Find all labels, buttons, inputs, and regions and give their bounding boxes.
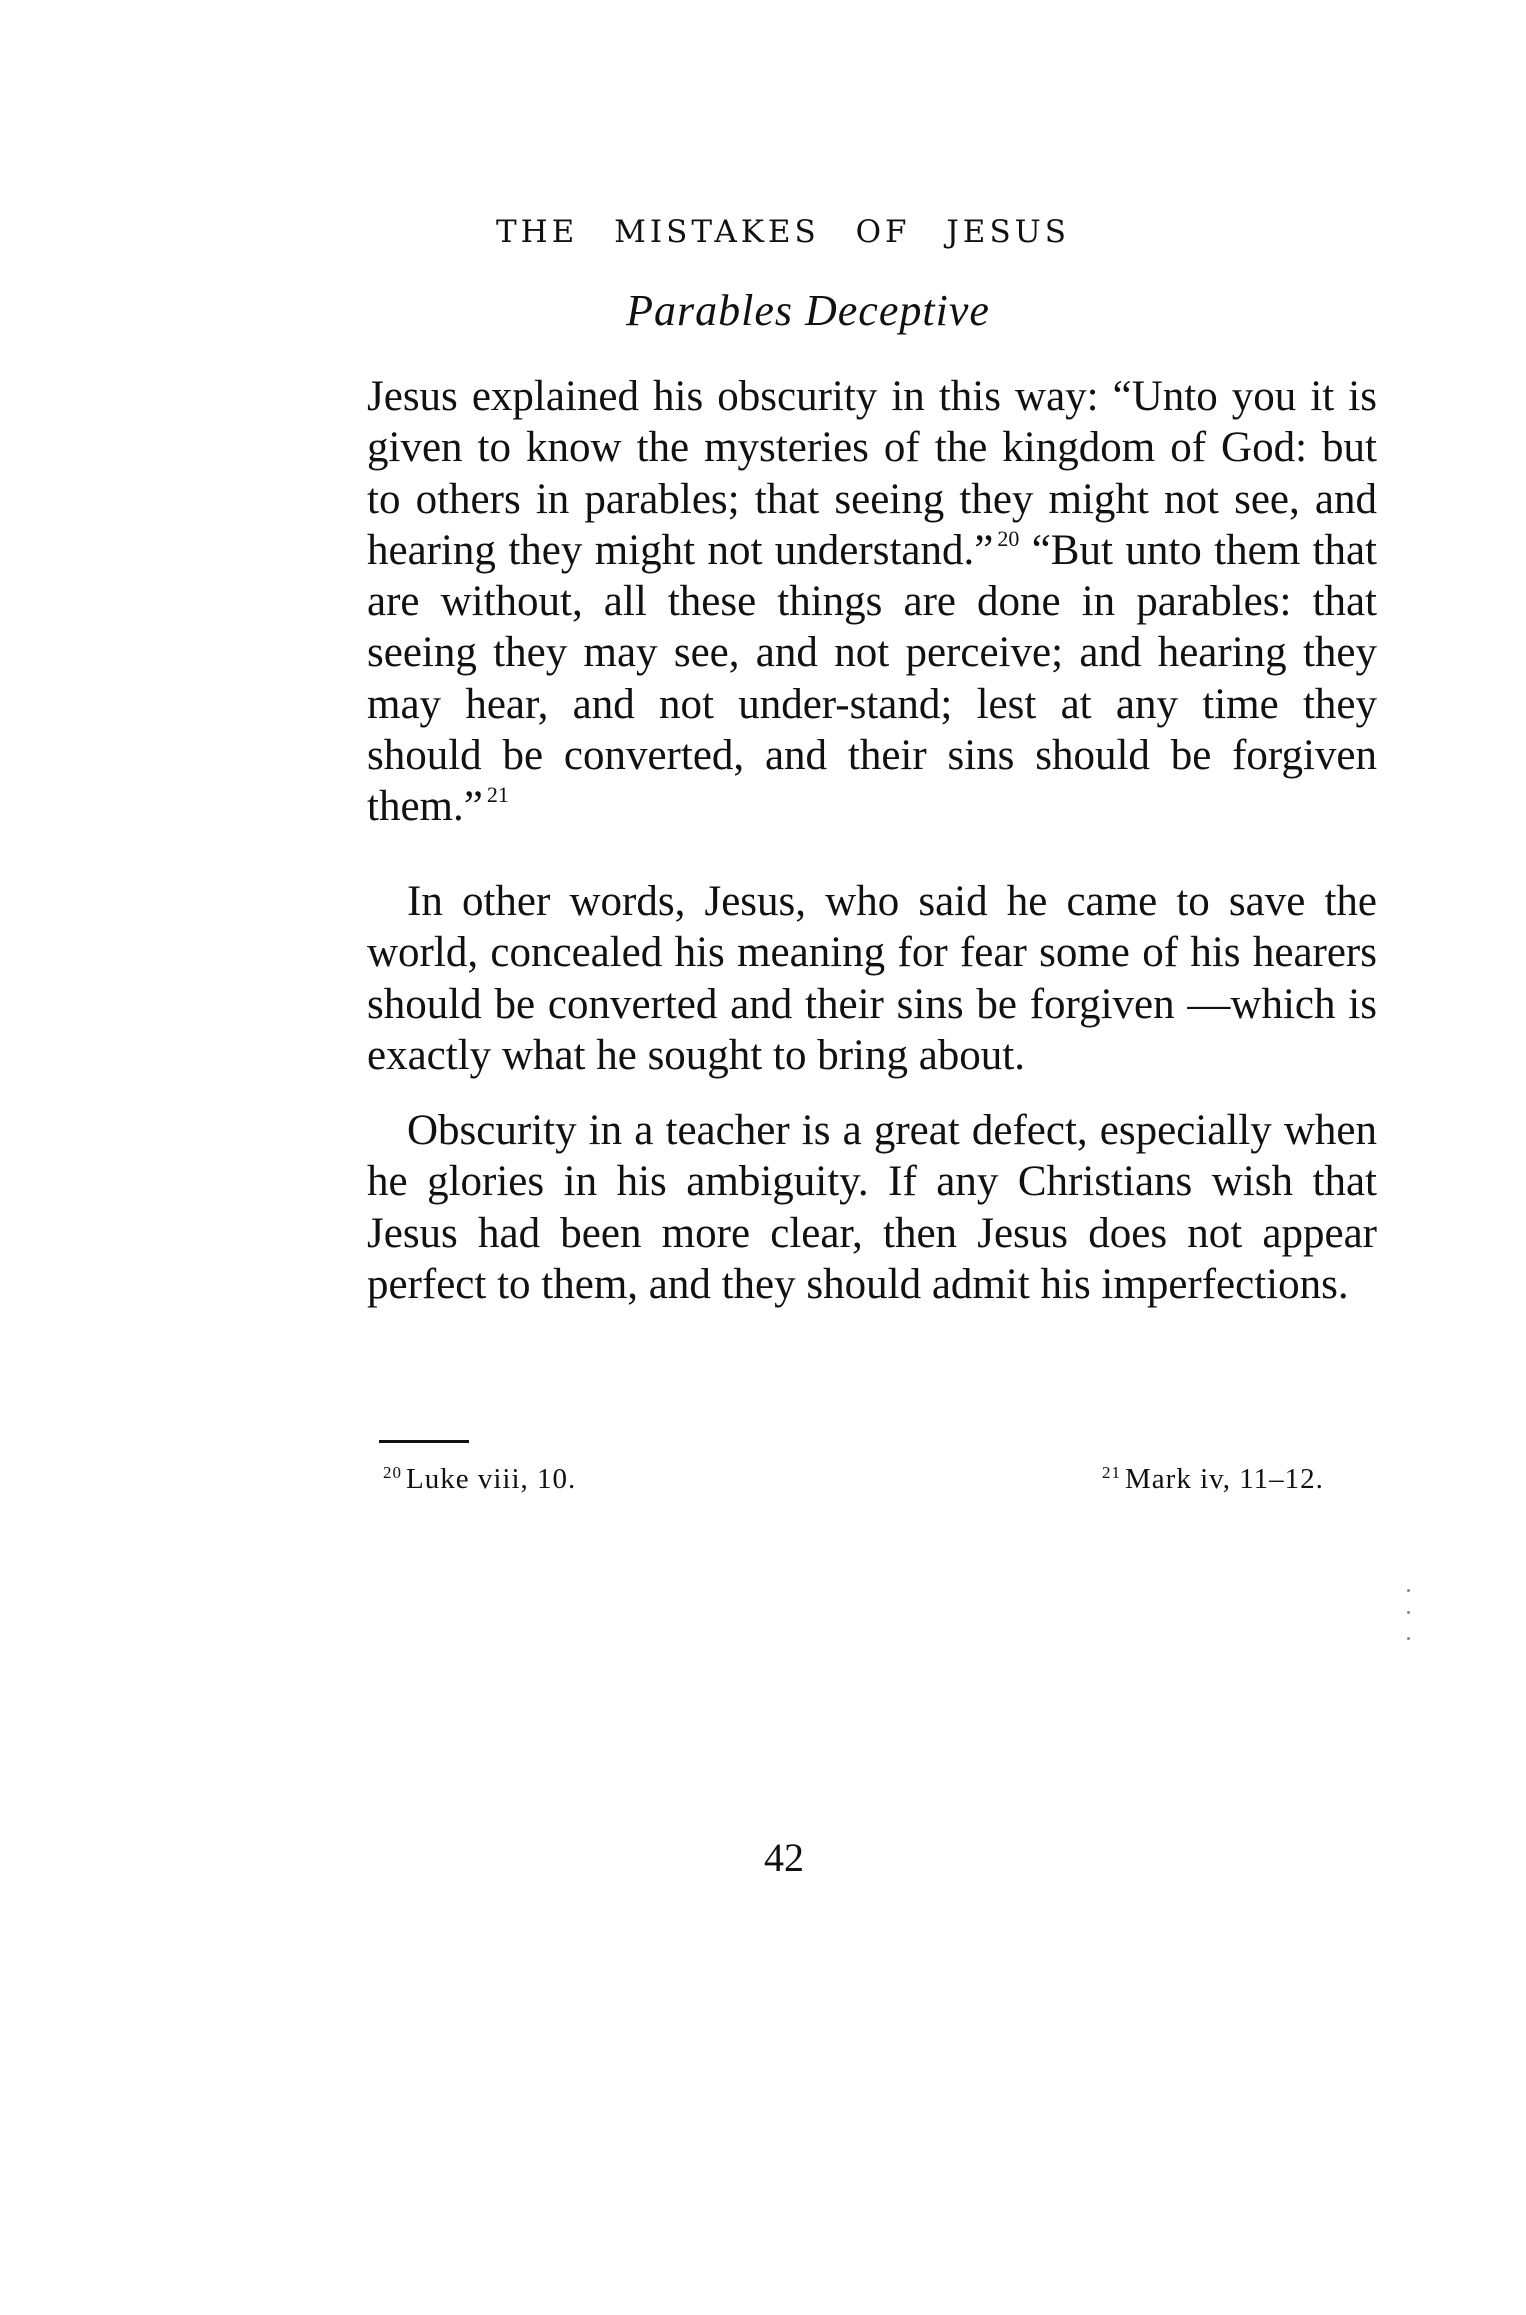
paragraph-1 [367, 371, 1377, 833]
footnote-21 [1102, 1463, 1324, 1496]
footnote-20 [383, 1463, 576, 1496]
footnote-ref-21: 21 [486, 782, 509, 808]
paragraph-2-text: In other words, Jesus, who said he came to save the world, concealed his meaning for fear some of his hearers should be converted and their sins be forgiven —which is exactly what he sought to bring about. [367, 878, 1377, 1079]
section-title: Parables Deceptive [626, 286, 990, 335]
footnote-21-marker: 21 [1102, 1463, 1121, 1482]
footnote-20-marker: 20 [383, 1463, 402, 1482]
footnote-20-text: Luke viii, 10. [406, 1463, 577, 1495]
paragraph-3 [367, 1105, 1377, 1310]
scan-specks [1407, 1589, 1411, 1649]
footnote-ref-20: 20 [997, 525, 1020, 551]
running-head: THE MISTAKES OF JESUS [495, 214, 1071, 250]
footnote-separator [379, 1440, 469, 1443]
paragraph-2 [367, 876, 1377, 1081]
paragraph-1-text: Jesus explained his obscurity in this way: “Unto you it is given to know the mysteries of the kingdom of God: but to others in parables; that seeing they might not see, and hearing they might not understand.” [367, 373, 1377, 574]
paragraph-3-text: Obscurity in a teacher is a great defect, especially when he glories in his ambiguity. If any Christians wish that Jesus had been more clear, then Jesus does not appear perfect to them, and they should admit his imperfections. [367, 1107, 1377, 1308]
footnote-21-text: Mark iv, 11–12. [1125, 1463, 1324, 1495]
paragraph-1-text-continued: “But unto them that are without, all these things are done in parables: that seeing they may see, and not perceive; and hearing they may hear, and not under-stand; lest at any time they should be converted, and their sins should be forgiven them.” [367, 526, 1378, 831]
page-number: 42 [764, 1835, 804, 1880]
